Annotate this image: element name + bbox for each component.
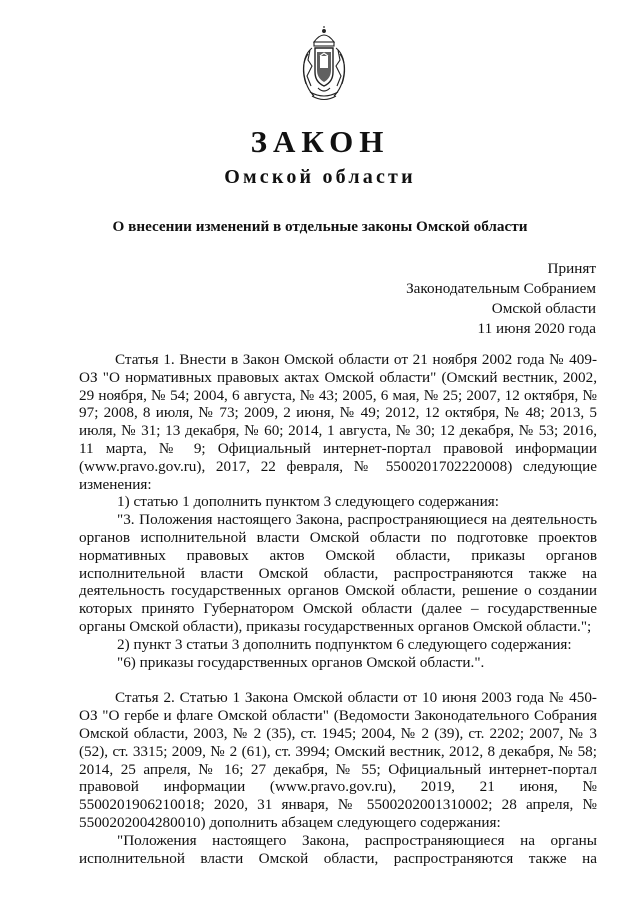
article-1-paragraph: Статья 1. Внести в Закон Омской области от 21 ноября 2002 года № 409-ОЗ "О нормативных правовых актах Омской области" (Омский вестник, 2002, 29 ноября, № 54; 2004, 6 августа, № 43; 2005, 6 мая, № 25; 2007, 12 октября, № 97; 2008, 8 июля, № 73; 2009, 2 июня, № 49; 2012, 12 октября, № 48; 2013, 5 июля, № 31; 13 декабря, № 60; 2014, 1 августа, № 30; 12 декабря, № 53; 2016, 11 марта, № 9; Официальный интернет-портал правовой информации (www.pravo.gov.ru), 2017, 22 февраля, № 5500201702220008) следующие изменения: — [79, 351, 597, 493]
adoption-date: 11 июня 2020 года — [477, 320, 596, 337]
law-body — [79, 351, 597, 867]
amendment-item-2: 2) пункт 3 статьи 3 дополнить подпунктом 6 следующего содержания: — [117, 635, 572, 653]
adoption-line: Законодательным Собранием — [406, 280, 596, 297]
amendment-quote-2: "6) приказы государственных органов Омской области.". — [117, 653, 485, 671]
page-title: ЗАКОН — [250, 124, 390, 159]
document-title: О внесении изменений в отдельные законы Омской области — [112, 218, 528, 235]
amendment-item-1: 1) статью 1 дополнить пунктом 3 следующего содержания: — [117, 493, 499, 511]
coat-of-arms-icon — [296, 26, 352, 104]
adoption-line: Принят — [547, 260, 596, 277]
adoption-block — [406, 259, 596, 339]
page-subtitle: Омской области — [224, 166, 416, 188]
adoption-line: Омской области — [491, 300, 596, 317]
amendment-quote-1: "3. Положения настоящего Закона, распространяющиеся на деятельность органов исполнительной власти Омской области по подготовке проектов нормативных правовых актов Омской области, приказы органов исполнительной власти Омской области, распространяются также на деятельность государственных органов Омской области, решение о создании которых принято Губернатором Омской области (далее – государственные органы Омской области), приказы государственных органов Омской области."; — [79, 511, 597, 635]
article-2-paragraph: Статья 2. Статью 1 Закона Омской области от 10 июня 2003 года № 450-ОЗ "О гербе и флаге Омской области" (Ведомости Законодательного Собрания Омской области, 2003, № 2 (35), ст. 1945; 2004, № 2 (39), ст. 2202; 2007, № 3 (52), ст. 3315; 2009, № 2 (61), ст. 3994; Омский вестник, 2012, 8 декабря, № 58; 2014, 25 апреля, № 16; 27 декабря, № 55; Официальный интернет-портал правовой информации (www.pravo.gov.ru), 2019, 21 июня, № 5500201906210018; 2020, 31 января, № 5500202001310002; 28 апреля, № 5500202004280010) дополнить абзацем следующего содержания: — [79, 689, 597, 831]
article-2-quote: "Положения настоящего Закона, распространяющиеся на органы исполнительной власти Омской области, распространяются также на — [79, 831, 597, 867]
